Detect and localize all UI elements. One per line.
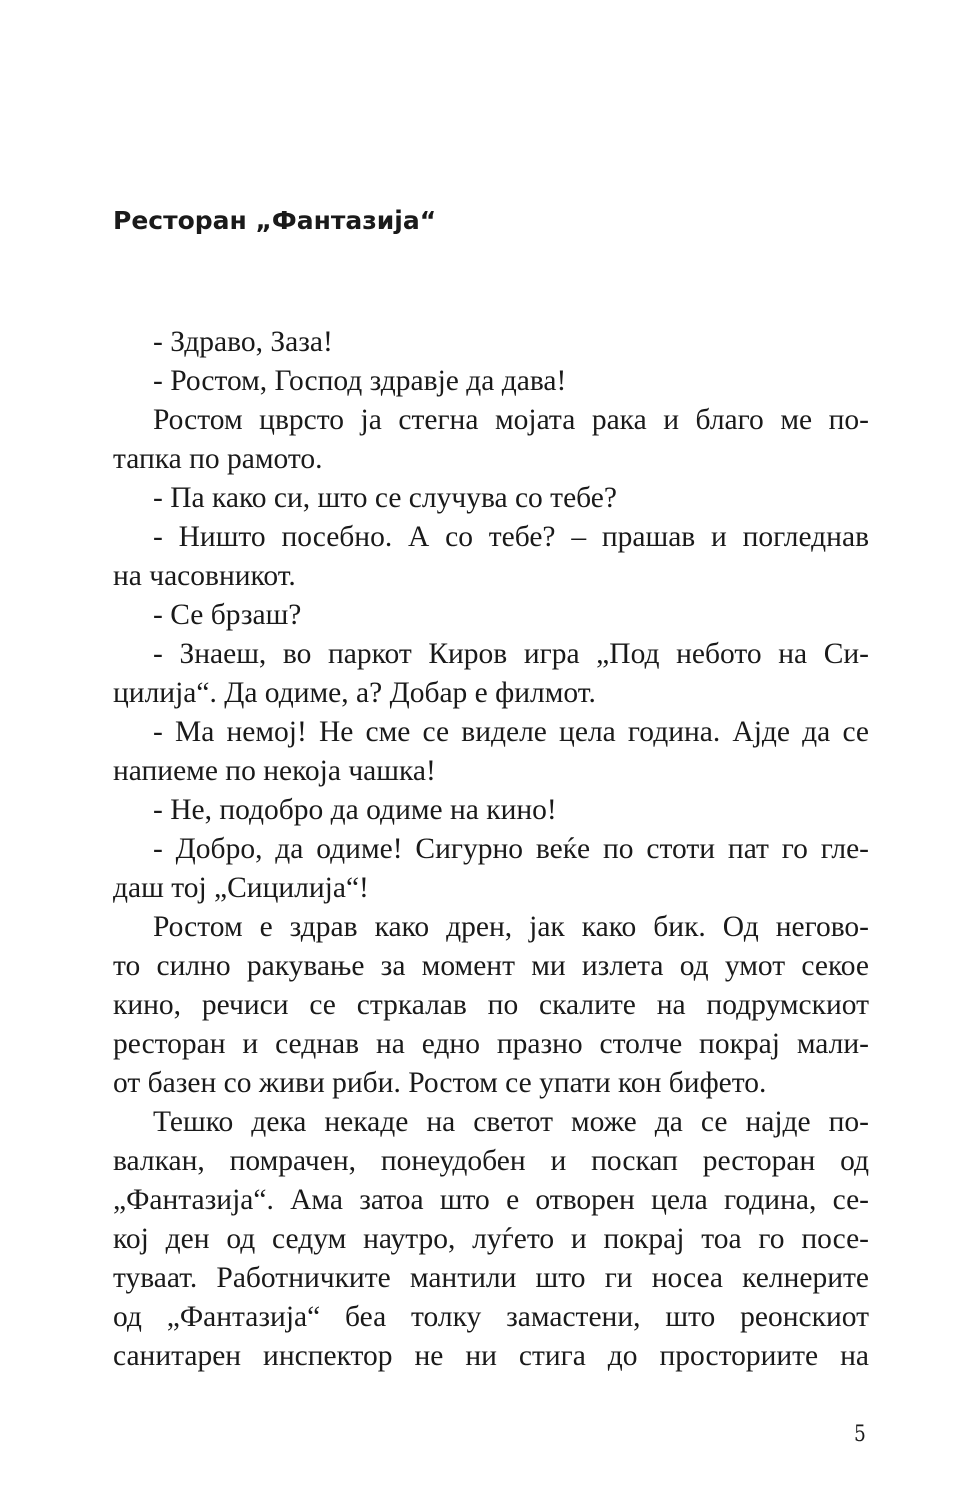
text-line: цилија“. Да одиме, а? Добар е филмот.	[113, 677, 596, 709]
text-line: на часовникот.	[113, 560, 296, 592]
text-line: Ростом е здрав како дрен, јак како бик. Од негово-	[153, 911, 869, 943]
text-line: - Знаеш, во паркот Киров игра „Под небото на Си-	[153, 638, 869, 670]
text-line: - Здраво, Заза!	[153, 326, 333, 358]
book-page	[113, 0, 869, 1490]
text-line: кино, речиси се стркалав по скалите на подрумскиот	[113, 989, 869, 1021]
text-line: - Ростом, Господ здравје да дава!	[153, 365, 567, 397]
text-line: туваат. Работничките мантили што ги носеа келнерите	[113, 1262, 869, 1294]
text-line: - Ма немој! Не сме се виделе цела година. Ајде да се	[153, 716, 869, 748]
chapter-title: Ресторан „Фантазија“	[113, 206, 437, 235]
text-line: тапка по рамото.	[113, 443, 323, 475]
text-line: - Па како си, што се случува со тебе?	[153, 482, 617, 514]
text-line: напиеме по некоја чашка!	[113, 755, 436, 787]
text-line: - Ништо посебно. А со тебе? – прашав и погледнав	[153, 521, 869, 553]
text-line: од „Фантазија“ беа толку замастени, што реонскиот	[113, 1301, 869, 1333]
page-number: 5	[854, 1422, 866, 1447]
text-line: „Фантазија“. Ама затоа што е отворен цела година, се-	[113, 1184, 869, 1216]
text-line: кој ден од седум наутро, луѓето и покрај тоа го посе-	[113, 1223, 869, 1255]
body-text	[113, 323, 869, 1376]
text-line: - Се брзаш?	[153, 599, 302, 631]
text-line: валкан, помрачен, понеудобен и поскап ресторан од	[113, 1145, 869, 1177]
text-line: санитарен инспектор не ни стига до просториите на	[113, 1340, 869, 1372]
text-line: - Добро, да одиме! Сигурно веќе по стоти пат го гле-	[153, 833, 869, 865]
text-line: ресторан и седнав на едно празно столче покрај мали-	[113, 1028, 869, 1060]
text-line: Ростом цврсто ја стегна мојата рака и благо ме по-	[153, 404, 869, 436]
text-line: - Не, подобро да одиме на кино!	[153, 794, 557, 826]
text-line: от базен со живи риби. Ростом се упати кон бифето.	[113, 1067, 767, 1099]
text-line: Тешко дека некаде на светот може да се најде по-	[153, 1106, 869, 1138]
text-line: то силно ракување за момент ми излета од умот секое	[113, 950, 869, 982]
text-line: даш тој „Сицилија“!	[113, 872, 369, 904]
